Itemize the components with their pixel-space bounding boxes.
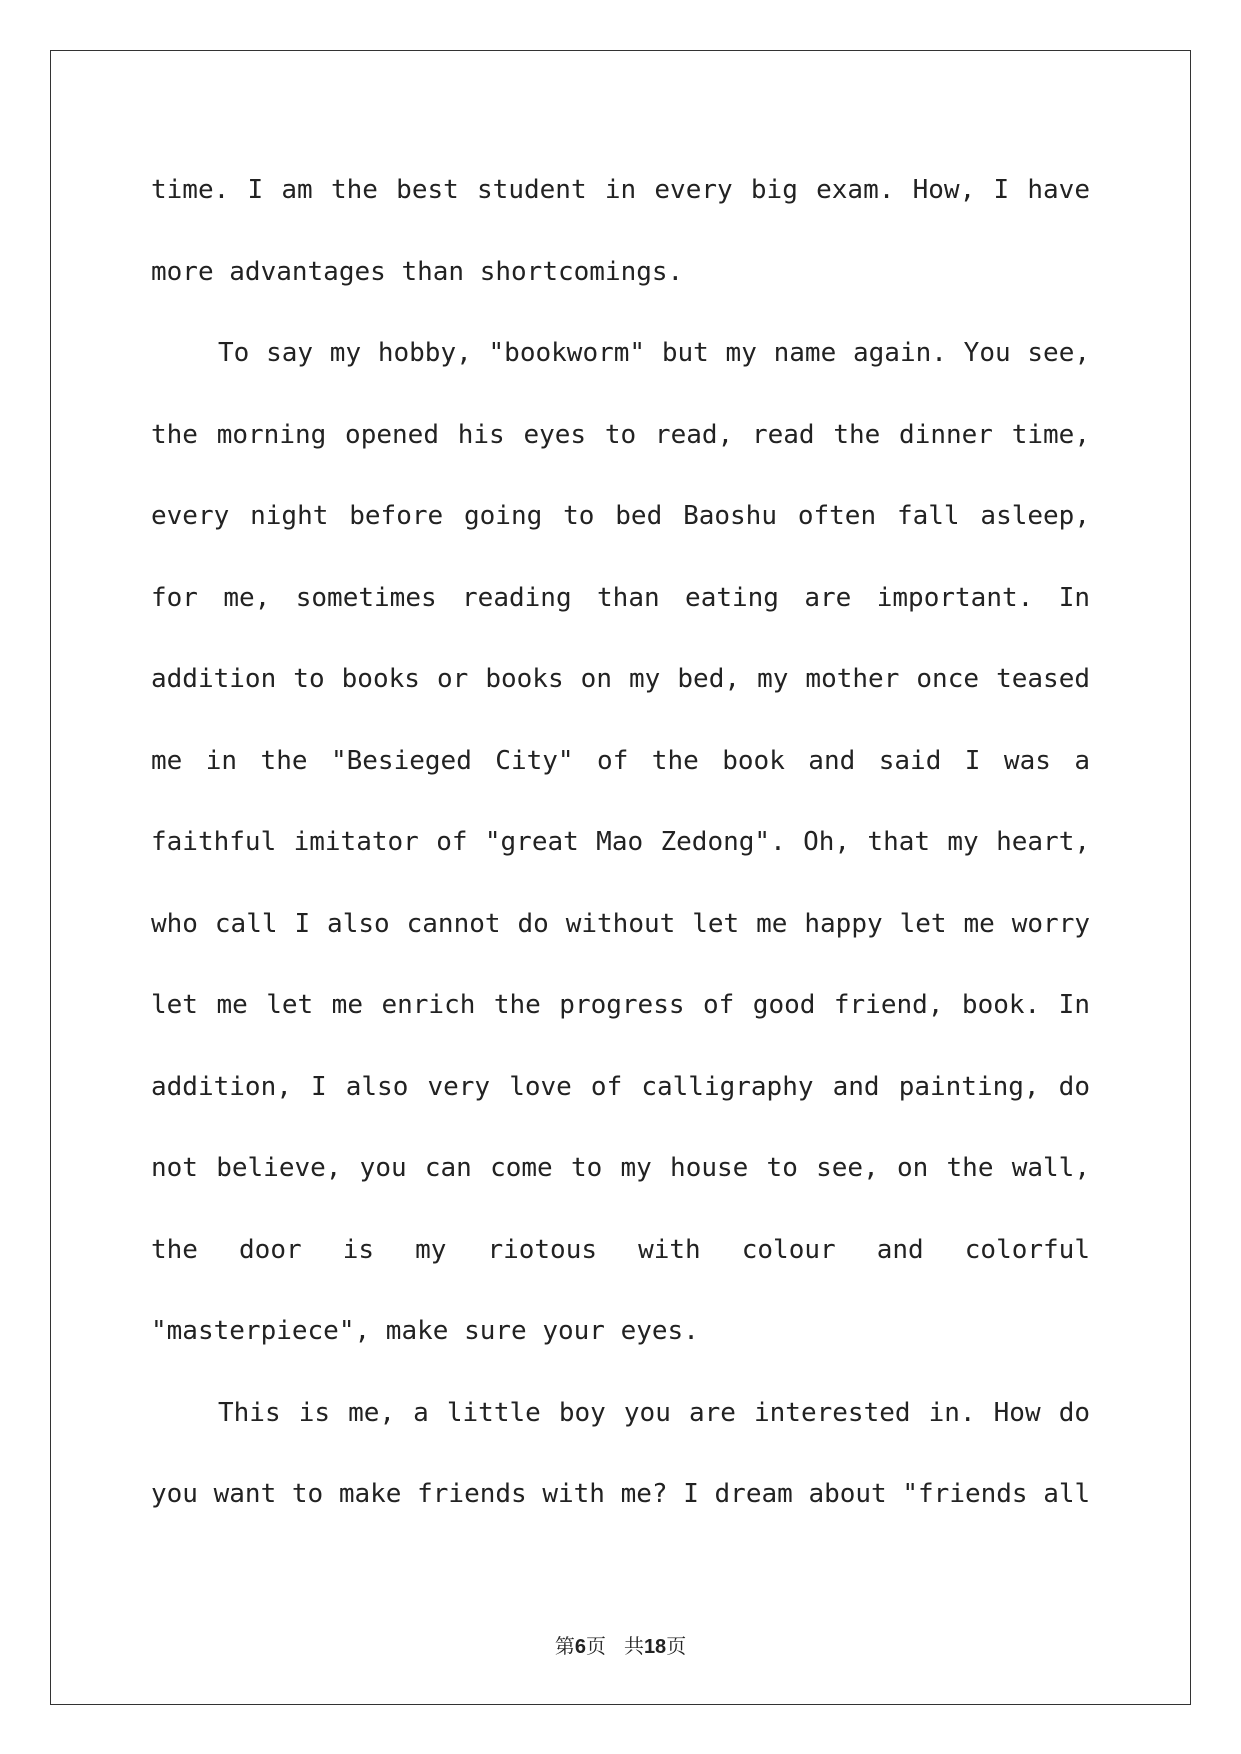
text-line: for me, sometimes reading than eating are important. In <box>151 582 1090 613</box>
text-line: the door is my riotous with colour and colorful <box>151 1234 1090 1265</box>
text-line: addition, I also very love of calligraphy and painting, do <box>151 1071 1090 1102</box>
text-line: faithful imitator of "great Mao Zedong". Oh, that my heart, <box>151 827 1090 857</box>
text-line: who call I also cannot do without let me happy let me worry <box>151 908 1090 939</box>
text-line: the morning opened his eyes to read, read the dinner time, <box>151 419 1090 450</box>
text-line: not believe, you can come to my house to see, on the wall, <box>151 1153 1090 1183</box>
text-line: me in the "Besieged City" of the book and said I was a <box>151 745 1090 776</box>
footer-total-prefix: 共 <box>623 1634 644 1658</box>
text-line: addition to books or books on my bed, my mother once teased <box>151 664 1090 694</box>
document-body <box>151 150 1090 1536</box>
total-pages-number: 18 <box>643 1636 667 1658</box>
text-line: more advantages than shortcomings. <box>151 256 684 287</box>
text-line: every night before going to bed Baoshu often fall asleep, <box>151 501 1090 531</box>
text-line: "masterpiece", make sure your eyes. <box>151 1316 699 1346</box>
footer-page-word: 页 <box>585 1634 606 1658</box>
footer-total-suffix: 页 <box>666 1634 687 1658</box>
text-line: time. I am the best student in every big exam. How, I have <box>151 175 1090 205</box>
text-line: let me let me enrich the progress of good friend, book. In <box>151 990 1090 1020</box>
current-page-number: 6 <box>574 1636 586 1658</box>
text-line: you want to make friends with me? I dream about "friends all <box>151 1479 1090 1509</box>
page-footer <box>0 1630 1241 1659</box>
text-line: This is me, a little boy you are interested in. How do <box>218 1397 1090 1428</box>
text-line: To say my hobby, "bookworm" but my name again. You see, <box>218 338 1090 368</box>
footer-prefix: 第 <box>554 1634 575 1658</box>
